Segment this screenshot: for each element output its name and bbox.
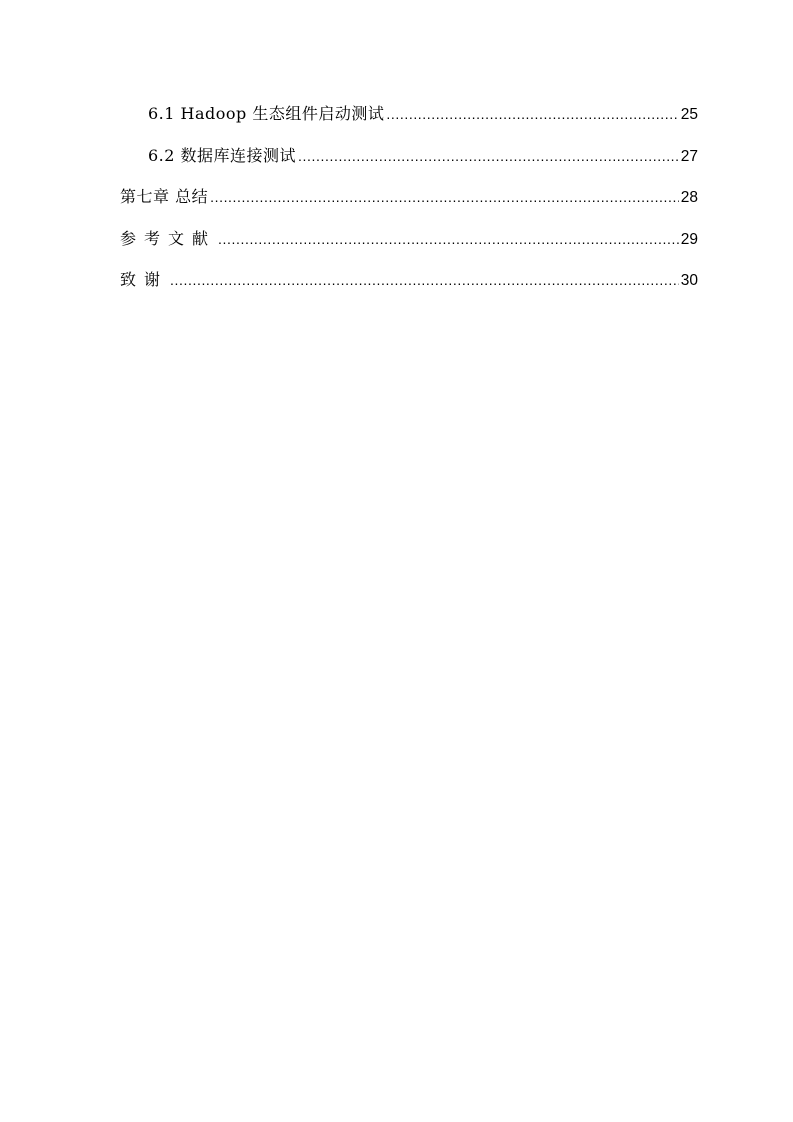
toc-entry-references[interactable]	[120, 229, 698, 271]
toc-entry-6-2[interactable]	[120, 146, 698, 188]
toc-dot-leader	[218, 229, 679, 249]
toc-entry-title: 致谢	[120, 270, 169, 289]
toc-page-number: 30	[680, 272, 698, 289]
toc-page-number: 29	[680, 230, 698, 248]
toc-entry-title: 6.1 Hadoop 生态组件启动测试	[148, 104, 385, 123]
toc-entry-6-1[interactable]	[120, 104, 698, 146]
toc-page-number: 25	[680, 106, 698, 123]
toc-entry-title: 第七章 总结	[120, 187, 209, 206]
toc-dot-leader	[386, 104, 678, 124]
toc-entry-acknowledgements[interactable]	[120, 270, 698, 312]
table-of-contents	[120, 104, 698, 312]
toc-dot-leader	[170, 270, 679, 290]
toc-page-number: 28	[680, 189, 698, 206]
toc-dot-leader	[210, 187, 679, 207]
toc-entry-chapter-7[interactable]	[120, 187, 698, 229]
toc-entry-title: 6.2 数据库连接测试	[148, 145, 297, 165]
toc-page-number: 27	[680, 147, 698, 165]
toc-entry-title: 参考文献	[120, 228, 217, 248]
toc-dot-leader	[298, 146, 679, 166]
